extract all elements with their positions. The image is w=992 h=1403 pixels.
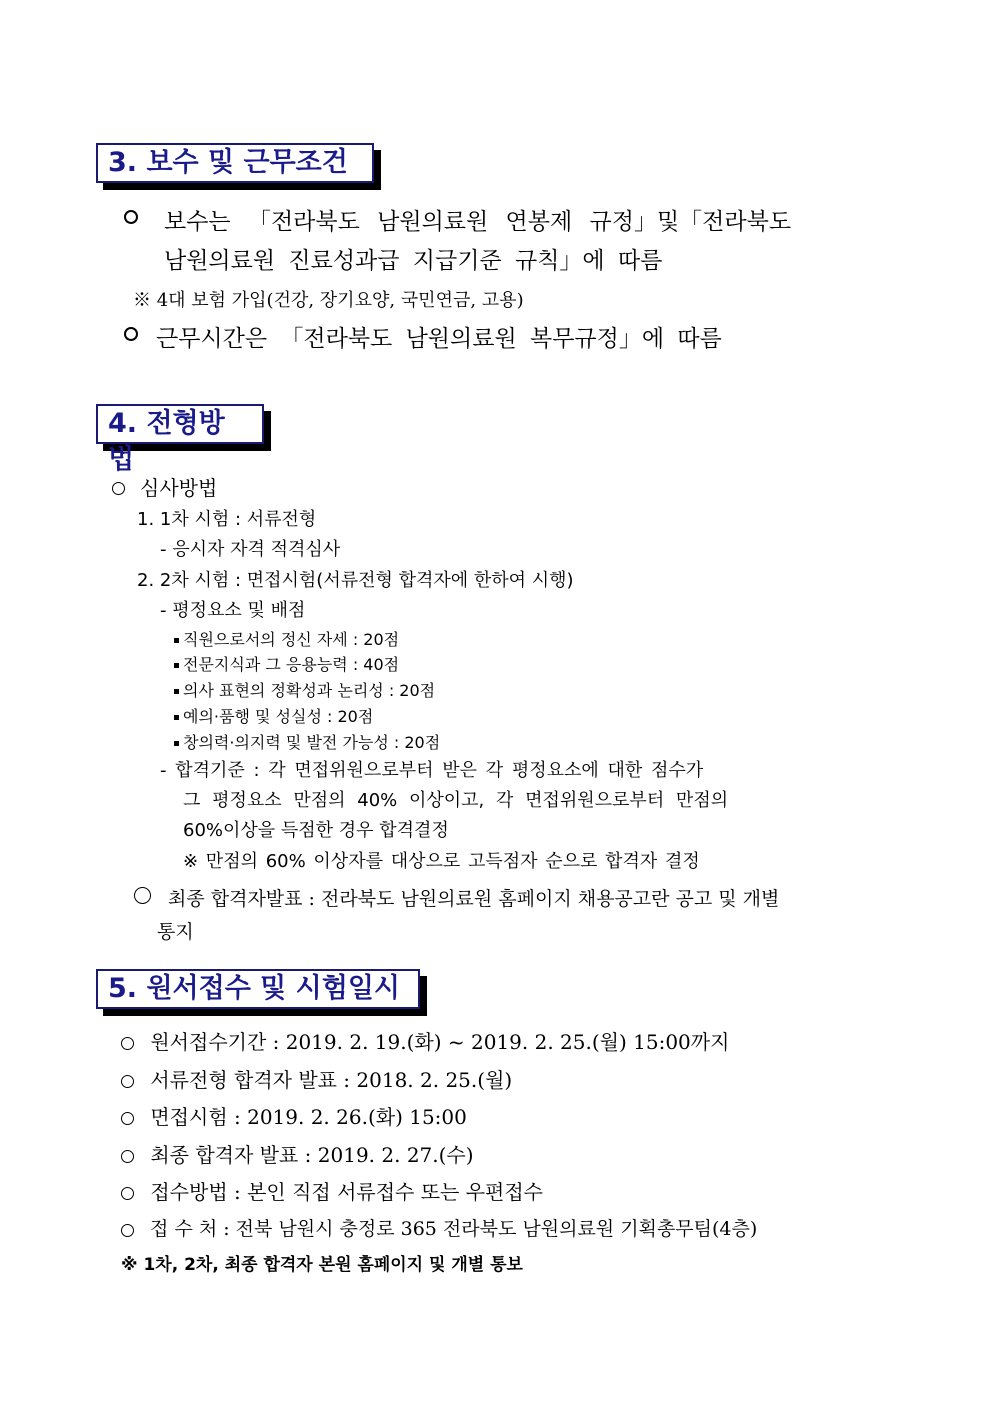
square-bullet-icon (174, 715, 179, 720)
schedule-item (121, 1214, 757, 1241)
section4-title: 4. 전형방법 (108, 408, 225, 475)
section4-heading (96, 404, 264, 475)
hours-line: 근무시간은 「전라북도 남원의료원 복무규정」에 따름 (156, 326, 722, 352)
circle-bullet-icon (124, 210, 138, 224)
pay-line-1: 보수는 「전라북도 남원의료원 연봉제 규정」및「전라북도 (164, 209, 792, 235)
section5-title: 5. 원서접수 및 시험일시 (108, 973, 400, 1004)
criteria-text: 전문지식과 그 응용능력 : 40점 (183, 655, 400, 674)
criteria-text: 창의력·의지력 및 발전 가능성 : 20점 (183, 733, 441, 752)
final-line-2: 통지 (157, 921, 194, 943)
section3-heading (96, 143, 374, 183)
criteria-item (174, 704, 373, 727)
pass-line-1: - 합격기준 : 각 면접위원으로부터 받은 각 평정요소에 대한 점수가 (160, 760, 704, 781)
schedule-text: 접수방법 : 본인 직접 서류접수 또는 우편접수 (150, 1180, 544, 1204)
circle-bullet-icon (121, 1224, 134, 1237)
schedule-text: 접 수 처 : 전북 남원시 충정로 365 전라북도 남원의료원 기획총무팀(4층) (150, 1218, 758, 1240)
step2: 2. 2차 시험 : 면접시험(서류전형 합격자에 한하여 시행) (137, 570, 574, 591)
step2-sub: - 평정요소 및 배점 (160, 600, 306, 621)
schedule-item (121, 1026, 729, 1055)
pass-note: ※ 만점의 60% 이상자를 대상으로 고득점자 순으로 합격자 결정 (183, 851, 700, 872)
footer-note: ※ 1차, 2차, 최종 합격자 본원 홈페이지 및 개별 통보 (121, 1255, 523, 1275)
criteria-text: 예의·품행 및 성실성 : 20점 (183, 707, 374, 726)
square-bullet-icon (174, 741, 179, 746)
schedule-item (121, 1139, 474, 1168)
schedule-item (121, 1064, 512, 1093)
pass-line-2: 그 평정요소 만점의 40% 이상이고, 각 면접위원으로부터 만점의 (183, 790, 729, 811)
final-bullet (134, 882, 151, 906)
schedule-item (121, 1176, 543, 1205)
method-label: 심사방법 (140, 476, 218, 500)
pay-bullet (124, 203, 138, 229)
criteria-item (174, 627, 399, 650)
schedule-text: 서류전형 합격자 발표 : 2018. 2. 25.(월) (150, 1068, 513, 1092)
circle-bullet-icon (124, 327, 138, 341)
criteria-item (174, 730, 440, 753)
circle-bullet-icon (121, 1037, 134, 1050)
criteria-item (174, 678, 435, 701)
circle-bullet-icon (134, 887, 151, 904)
circle-bullet-icon (121, 1150, 134, 1163)
schedule-text: 최종 합격자 발표 : 2019. 2. 27.(수) (150, 1143, 474, 1167)
schedule-item (121, 1101, 467, 1130)
criteria-text: 의사 표현의 정확성과 논리성 : 20점 (183, 681, 436, 700)
schedule-text: 원서접수기간 : 2019. 2. 19.(화) ~ 2019. 2. 25.(월) 15:00까지 (150, 1030, 730, 1054)
circle-bullet-icon (121, 1187, 134, 1200)
final-line-1: 최종 합격자발표 : 전라북도 남원의료원 홈페이지 채용공고란 공고 및 개별 (168, 888, 780, 910)
section3-title: 3. 보수 및 근무조건 (108, 147, 348, 178)
criteria-text: 직원으로서의 정신 자세 : 20점 (183, 630, 400, 649)
insurance-note: ※ 4대 보험 가입(건강, 장기요양, 국민연금, 고용) (133, 290, 524, 311)
section5-heading (96, 969, 420, 1009)
circle-bullet-icon (121, 1112, 134, 1125)
step1: 1. 1차 시험 : 서류전형 (137, 509, 317, 530)
hours-bullet (124, 320, 138, 346)
pass-line-3: 60%이상을 득점한 경우 합격결정 (183, 820, 449, 841)
square-bullet-icon (174, 663, 179, 668)
square-bullet-icon (174, 638, 179, 643)
criteria-item (174, 652, 399, 675)
square-bullet-icon (174, 689, 179, 694)
step1-sub: - 응시자 자격 적격심사 (160, 539, 341, 560)
circle-bullet-icon (121, 1075, 134, 1088)
circle-bullet-icon (112, 482, 125, 495)
schedule-text: 면접시험 : 2019. 2. 26.(화) 15:00 (150, 1105, 467, 1129)
method-bullet (112, 475, 125, 499)
pay-line-2: 남원의료원 진료성과급 지급기준 규칙」에 따름 (164, 248, 663, 274)
